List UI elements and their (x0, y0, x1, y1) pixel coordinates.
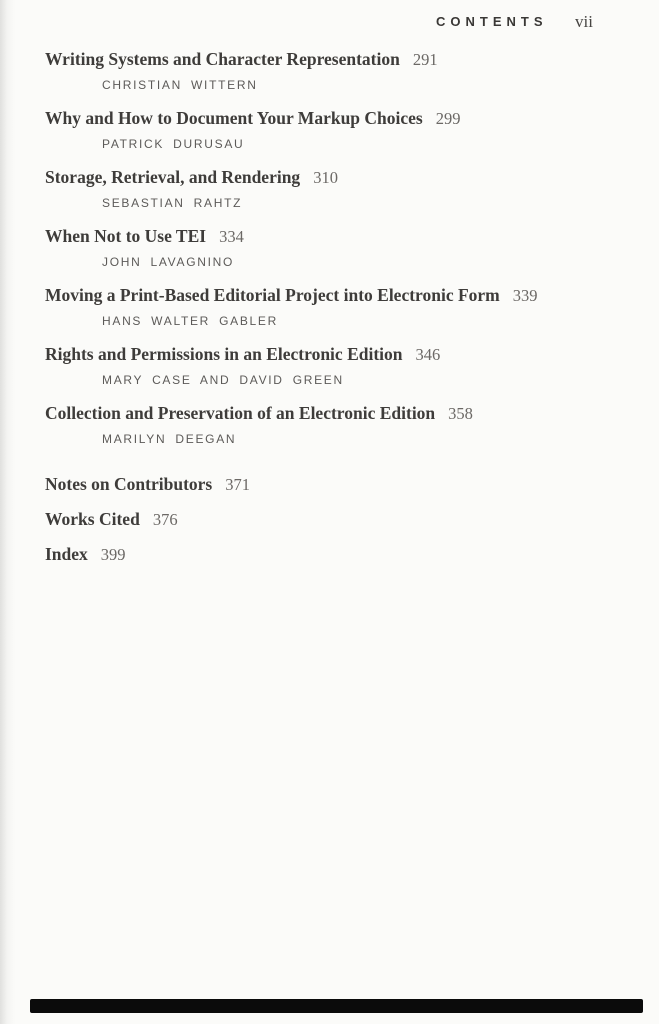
running-head (0, 12, 659, 34)
chapter-title: Collection and Preservation of an Electronic Edition (45, 403, 436, 423)
back-matter-entry (45, 508, 620, 532)
chapter-author: PATRICK DURUSAU (102, 137, 245, 151)
toc-entry-title-line (45, 284, 620, 308)
running-title: CONTENTS (436, 14, 548, 29)
toc-entry-title-line (45, 402, 620, 426)
chapter-title: Writing Systems and Character Representation (45, 49, 400, 69)
chapter-author: SEBASTIAN RAHTZ (102, 196, 243, 210)
toc-entry (45, 284, 620, 330)
back-matter-entry (45, 473, 620, 497)
chapter-page-number: 334 (219, 227, 244, 246)
chapter-author: CHRISTIAN WITTERN (102, 78, 258, 92)
chapter-title: Rights and Permissions in an Electronic Edition (45, 344, 403, 364)
back-matter-title: Notes on Contributors (45, 474, 213, 494)
toc-entry (45, 166, 620, 212)
chapter-page-number: 310 (313, 168, 338, 187)
chapter-author: HANS WALTER GABLER (102, 314, 278, 328)
chapter-title: Storage, Retrieval, and Rendering (45, 167, 301, 187)
back-matter-title: Works Cited (45, 509, 140, 529)
toc-entry-title-line (45, 107, 620, 131)
chapter-author: MARY CASE AND DAVID GREEN (102, 373, 344, 387)
scan-artifact-bar (30, 999, 643, 1013)
chapter-title: Moving a Print-Based Editorial Project into Electronic Form (45, 285, 500, 305)
back-matter-entry (45, 543, 620, 567)
toc-entry (45, 402, 620, 448)
toc-entry (45, 48, 620, 94)
back-matter-title: Index (45, 544, 88, 564)
toc-entry-title-line (45, 225, 620, 249)
chapter-page-number: 339 (512, 286, 538, 305)
chapter-page-number: 346 (415, 345, 441, 364)
chapter-page-number: 299 (435, 109, 461, 128)
toc-entry (45, 225, 620, 271)
back-matter-page-number: 371 (225, 475, 250, 494)
table-of-contents (45, 48, 620, 578)
toc-entry (45, 107, 620, 153)
toc-entry-title-line (45, 166, 620, 190)
back-matter-page-number: 376 (152, 510, 178, 529)
toc-entry-title-line (45, 48, 620, 72)
chapter-author: MARILYN DEEGAN (102, 432, 237, 446)
toc-entry (45, 343, 620, 389)
folio-page-number: vii (575, 12, 593, 31)
chapter-page-number: 291 (412, 50, 438, 69)
back-matter-page-number: 399 (100, 545, 126, 564)
chapter-title: When Not to Use TEI (45, 226, 207, 246)
chapter-page-number: 358 (448, 404, 473, 423)
chapter-title: Why and How to Document Your Markup Choices (45, 108, 423, 128)
page-gutter-shadow (0, 0, 16, 1024)
toc-entry-title-line (45, 343, 620, 367)
back-matter-list (45, 473, 620, 567)
chapter-author: JOHN LAVAGNINO (102, 255, 235, 269)
